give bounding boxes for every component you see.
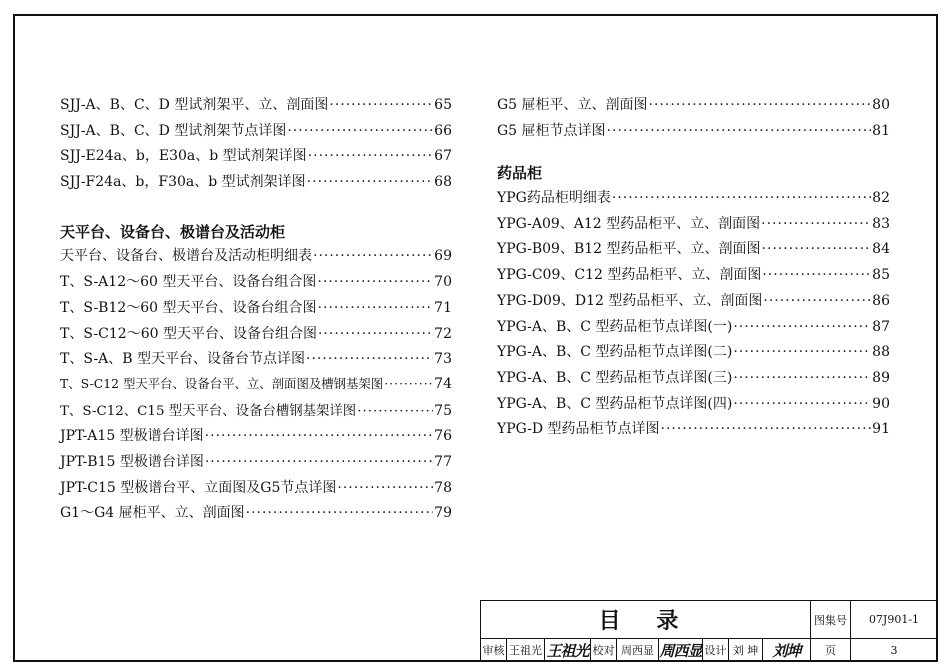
title-block xyxy=(480,600,938,662)
toc-entry[interactable]: YPG-D09、D12 型药品柜平、立、剖面图 ····· 86 xyxy=(497,290,890,316)
dot-leader xyxy=(763,293,871,309)
dot-leader xyxy=(762,267,871,283)
toc-entry[interactable]: YPG-A09、A12 型药品柜平、立、剖面图 ····· 83 xyxy=(497,213,890,239)
toc-entry[interactable]: JPT-B15 型极谱台详图 ····· 77 xyxy=(60,451,452,477)
dot-leader xyxy=(317,274,433,290)
toc-entry[interactable]: T、S-A12～60 型天平台、设备台组合图 ····· 70 xyxy=(60,271,452,297)
dot-leader xyxy=(607,123,872,139)
section-heading: 天平台、设备台、极谱台及活动柜 xyxy=(60,222,286,241)
toc-entry[interactable]: T、S-B12～60 型天平台、设备台组合图 ····· 71 xyxy=(60,297,452,323)
reviewer-signature: 王祖光 xyxy=(545,639,591,661)
toc-entry[interactable]: YPG-A、B、C 型药品柜节点详图(四) ····· 90 xyxy=(497,393,890,419)
toc-entry[interactable]: 天平台、设备台、极谱台及活动柜明细表 ····· 69 xyxy=(60,245,452,271)
toc-entry[interactable]: YPG药品柜明细表 ····· 82 xyxy=(497,187,890,213)
toc-right-column xyxy=(497,94,890,444)
toc-entry[interactable]: G5 屉柜平、立、剖面图 ····· 80 xyxy=(497,94,890,120)
dot-leader xyxy=(661,421,872,437)
toc-entry[interactable]: SJJ-E24a、b，E30a、b 型试剂架详图 ····· 67 xyxy=(60,145,452,171)
dot-leader xyxy=(761,216,871,232)
dot-leader xyxy=(733,370,871,386)
drawing-title: 目 录 xyxy=(481,601,811,638)
reviewer-name: 王祖光 xyxy=(507,639,545,661)
section-gap xyxy=(60,197,452,220)
dot-leader xyxy=(733,396,871,412)
page-label: 页 xyxy=(811,639,851,661)
toc-entry[interactable]: JPT-C15 型极谱台平、立面图及G5节点详图 ····· 78 xyxy=(60,477,452,503)
toc-entry[interactable]: SJJ-A、B、C、D 型试剂架平、立、剖面图 ····· 65 xyxy=(60,94,452,120)
toc-entry[interactable]: T、S-C12、C15 型天平台、设备台槽钢基架详图 ····· 75 xyxy=(60,400,452,426)
atlas-number: 07J901-1 xyxy=(868,613,920,626)
toc-entry[interactable]: YPG-A、B、C 型药品柜节点详图(二) ····· 88 xyxy=(497,341,890,367)
dot-leader xyxy=(733,319,871,335)
toc-entry[interactable]: SJJ-A、B、C、D 型试剂架节点详图 ····· 66 xyxy=(60,120,452,146)
toc-left-column xyxy=(60,94,452,528)
section-heading: 药品柜 xyxy=(497,164,543,183)
toc-entry[interactable]: T、S-C12～60 型天平台、设备台组合图 ····· 72 xyxy=(60,323,452,349)
section-gap xyxy=(497,145,890,161)
design-label: 设计 xyxy=(703,639,729,661)
dot-leader xyxy=(313,248,433,264)
dot-leader xyxy=(308,148,433,164)
toc-entry[interactable]: G1～G4 屉柜平、立、剖面图 ····· 79 xyxy=(60,502,452,528)
toc-entry[interactable]: T、S-A、B 型天平台、设备台节点详图 ····· 73 xyxy=(60,348,452,374)
toc-entry[interactable]: YPG-C09、C12 型药品柜平、立、剖面图 ····· 85 xyxy=(497,264,890,290)
toc-entry[interactable]: T、S-C12 型天平台、设备台平、立、剖面图及槽钢基架图 ····· 74 xyxy=(60,374,452,400)
toc-entry[interactable]: SJJ-F24a、b，F30a、b 型试剂架详图 ····· 68 xyxy=(60,171,452,197)
dot-leader xyxy=(205,428,434,444)
dot-leader xyxy=(318,326,433,342)
designer-signature: 刘坤 xyxy=(763,639,811,661)
dot-leader xyxy=(733,344,871,360)
dot-leader xyxy=(205,454,433,470)
toc-entry[interactable]: YPG-A、B、C 型药品柜节点详图(三) ····· 89 xyxy=(497,367,890,393)
dot-leader xyxy=(287,123,433,139)
dot-leader xyxy=(246,505,434,521)
dot-leader xyxy=(329,97,433,113)
dot-leader xyxy=(384,376,433,391)
toc-entry[interactable]: YPG-D 型药品柜节点详图 ····· 91 xyxy=(497,418,890,444)
atlas-label: 图集号 xyxy=(811,601,851,638)
dot-leader xyxy=(612,190,871,206)
dot-leader xyxy=(762,241,872,257)
review-label: 审核 xyxy=(481,639,507,661)
dot-leader xyxy=(306,351,433,367)
title-block-bottom-row xyxy=(481,639,938,661)
checker-signature: 周西显 xyxy=(659,639,703,661)
dot-leader xyxy=(318,300,434,316)
toc-entry[interactable]: G5 屉柜节点详图 ····· 81 xyxy=(497,120,890,146)
title-block-top-row xyxy=(481,601,938,639)
checker-name: 周西显 xyxy=(617,639,659,661)
toc-entry[interactable]: YPG-B09、B12 型药品柜平、立、剖面图 ····· 84 xyxy=(497,238,890,264)
toc-entry[interactable]: JPT-A15 型极谱台详图 ····· 76 xyxy=(60,425,452,451)
page-number: 3 xyxy=(890,643,898,657)
check-label: 校对 xyxy=(591,639,617,661)
dot-leader xyxy=(357,404,433,419)
dot-leader xyxy=(307,174,434,190)
toc-entry[interactable]: YPG-A、B、C 型药品柜节点详图(一) ····· 87 xyxy=(497,316,890,342)
dot-leader xyxy=(337,480,433,496)
designer-name: 刘 坤 xyxy=(729,639,763,661)
dot-leader xyxy=(649,97,872,113)
